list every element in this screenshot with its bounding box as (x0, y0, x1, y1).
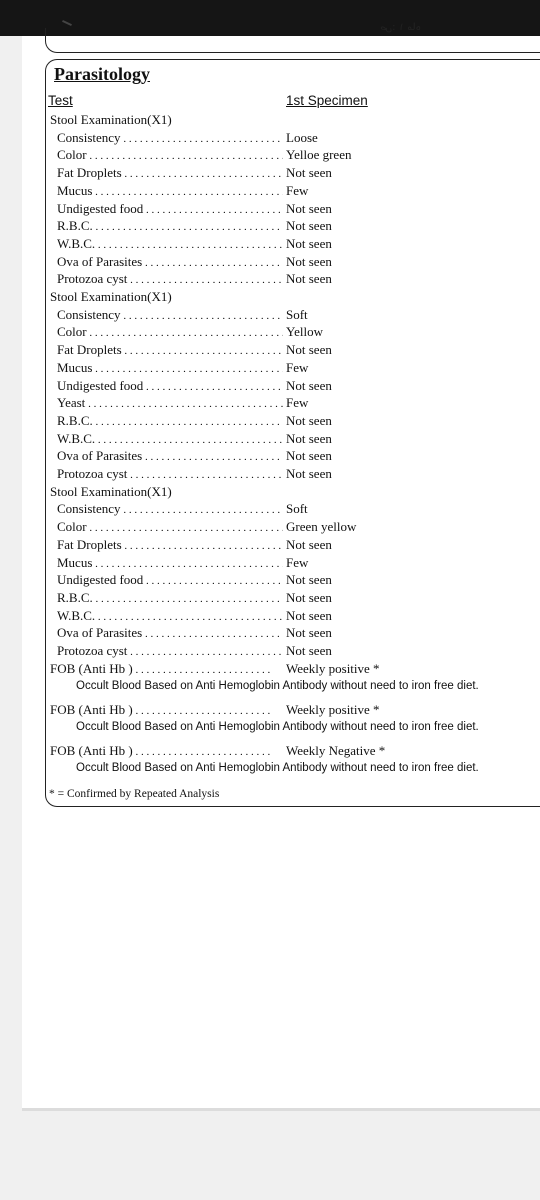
result-label-text: W.B.C. (57, 235, 96, 251)
result-value: Green yellow (286, 519, 357, 535)
previous-section-box (45, 28, 540, 53)
fob-label-text: FOB (Anti Hb ) (50, 660, 133, 676)
result-row (0, 377, 540, 394)
result-label (57, 270, 283, 287)
result-row (0, 323, 540, 340)
result-row (0, 341, 540, 358)
result-value: Not seen (286, 218, 332, 234)
result-label-text: Ova of Parasites (57, 448, 143, 464)
result-label-text: Fat Droplets (57, 165, 122, 181)
result-label-text: W.B.C. (57, 430, 96, 446)
result-row (0, 253, 540, 270)
fob-note: Occult Blood Based on Anti Hemoglobin Antibody without need to iron free diet. (76, 679, 479, 692)
fob-note: Occult Blood Based on Anti Hemoglobin Antibody without need to iron free diet. (76, 761, 479, 774)
result-label (57, 571, 283, 588)
result-value: Not seen (286, 643, 332, 658)
result-label-text: Undigested food (57, 377, 144, 393)
result-value: Few (286, 395, 309, 411)
result-label-text: R.B.C. (57, 412, 93, 428)
result-label (57, 341, 283, 358)
result-label (57, 164, 283, 181)
result-label-text: Yeast (57, 395, 86, 411)
result-label (57, 536, 283, 553)
result-label (57, 146, 283, 163)
result-value: Soft (286, 501, 308, 517)
result-value: Not seen (286, 235, 332, 251)
result-row (0, 589, 540, 606)
result-value: Yellow (286, 324, 323, 340)
column-header-specimen: 1st Specimen (286, 93, 368, 108)
result-value: Not seen (286, 448, 332, 464)
result-label (57, 412, 283, 429)
result-label-text: Mucus (57, 182, 93, 198)
result-value: Not seen (286, 342, 332, 358)
fob-label-text: FOB (Anti Hb ) (50, 742, 133, 758)
result-label (57, 518, 283, 535)
result-label-text: Fat Droplets (57, 536, 122, 552)
fob-label-text: FOB (Anti Hb ) (50, 701, 133, 717)
result-value: Not seen (286, 377, 332, 393)
result-row (0, 518, 540, 535)
result-row (0, 306, 540, 323)
result-label-text: Undigested food (57, 572, 144, 588)
result-row (0, 624, 540, 641)
result-value: Not seen (286, 271, 332, 287)
result-label (57, 217, 283, 234)
result-label-text: Ova of Parasites (57, 253, 143, 269)
result-label (57, 359, 283, 376)
result-value: Not seen (286, 536, 332, 552)
result-row (0, 571, 540, 588)
result-row (0, 146, 540, 163)
result-row (0, 270, 540, 287)
group-title: Stool Examination(X1) (50, 289, 172, 304)
fob-value: Weekly positive * (286, 660, 380, 676)
result-value: Yelloe green (286, 147, 352, 163)
result-label-text: Color (57, 519, 87, 535)
result-label (57, 589, 283, 606)
footer-note: * = Confirmed by Repeated Analysis (49, 788, 220, 800)
section-title: Parasitology (54, 64, 150, 84)
result-row (0, 200, 540, 217)
fob-value: Weekly positive * (286, 701, 380, 717)
result-row (0, 447, 540, 464)
result-label-text: Consistency (57, 306, 121, 322)
previous-section-text: ص: ۱ ماه (380, 22, 421, 33)
result-value: Loose (286, 129, 318, 145)
result-label (57, 129, 283, 146)
result-value: Not seen (286, 165, 332, 181)
fob-row (0, 701, 540, 718)
result-label-text: Undigested food (57, 200, 144, 216)
result-value: Not seen (286, 253, 332, 269)
fob-label (50, 660, 272, 677)
result-label (57, 394, 283, 411)
group-title: Stool Examination(X1) (50, 112, 172, 127)
result-label (57, 554, 283, 571)
result-value: Few (286, 554, 309, 570)
result-row (0, 412, 540, 429)
result-row (0, 642, 540, 659)
fob-row (0, 660, 540, 677)
result-label-text: Fat Droplets (57, 342, 122, 358)
result-label-text: Consistency (57, 501, 121, 517)
result-label (57, 447, 283, 464)
column-header-test: Test (48, 93, 73, 108)
result-label-text: Mucus (57, 359, 93, 375)
result-row (0, 164, 540, 181)
result-row (0, 394, 540, 411)
result-value: Not seen (286, 200, 332, 216)
result-row (0, 554, 540, 571)
result-row (0, 129, 540, 146)
result-label (57, 200, 283, 217)
result-row (0, 235, 540, 252)
result-row (0, 430, 540, 447)
fob-row (0, 742, 540, 759)
result-label-text: R.B.C. (57, 589, 93, 605)
result-row (0, 182, 540, 199)
result-label-text: Protozoa cyst (57, 643, 128, 658)
result-label (57, 642, 283, 659)
result-value: Not seen (286, 430, 332, 446)
result-label-text: Protozoa cyst (57, 271, 128, 287)
result-row (0, 359, 540, 376)
result-label (57, 624, 283, 641)
fob-value: Weekly Negative * (286, 742, 386, 758)
result-value: Few (286, 359, 309, 375)
fob-note: Occult Blood Based on Anti Hemoglobin Antibody without need to iron free diet. (76, 720, 479, 733)
result-label (57, 182, 283, 199)
result-label (57, 253, 283, 270)
result-label (57, 235, 283, 252)
result-row (0, 465, 540, 482)
result-label-text: Color (57, 147, 87, 163)
result-value: Not seen (286, 607, 332, 623)
result-label-text: W.B.C. (57, 607, 96, 623)
result-label-text: Mucus (57, 554, 93, 570)
result-value: Not seen (286, 589, 332, 605)
result-value: Not seen (286, 466, 332, 481)
result-row (0, 217, 540, 234)
result-value: Not seen (286, 572, 332, 588)
result-value: Not seen (286, 412, 332, 428)
group-title: Stool Examination(X1) (50, 483, 172, 499)
result-label-text: Protozoa cyst (57, 466, 128, 481)
result-label (57, 500, 283, 517)
result-label-text: Ova of Parasites (57, 625, 143, 641)
result-label-text: Color (57, 324, 87, 340)
fob-label (50, 742, 272, 759)
result-label-text: R.B.C. (57, 218, 93, 234)
result-row (0, 536, 540, 553)
fob-label (50, 701, 272, 718)
result-label (57, 377, 283, 394)
result-label (57, 323, 283, 340)
result-label (57, 607, 283, 624)
result-value: Few (286, 182, 309, 198)
result-value: Soft (286, 306, 308, 322)
result-row (0, 500, 540, 517)
result-label (57, 306, 283, 323)
result-label (57, 465, 283, 482)
result-value: Not seen (286, 625, 332, 641)
page-edge (22, 1108, 540, 1111)
result-label (57, 430, 283, 447)
result-label-text: Consistency (57, 129, 121, 145)
result-row (0, 607, 540, 624)
